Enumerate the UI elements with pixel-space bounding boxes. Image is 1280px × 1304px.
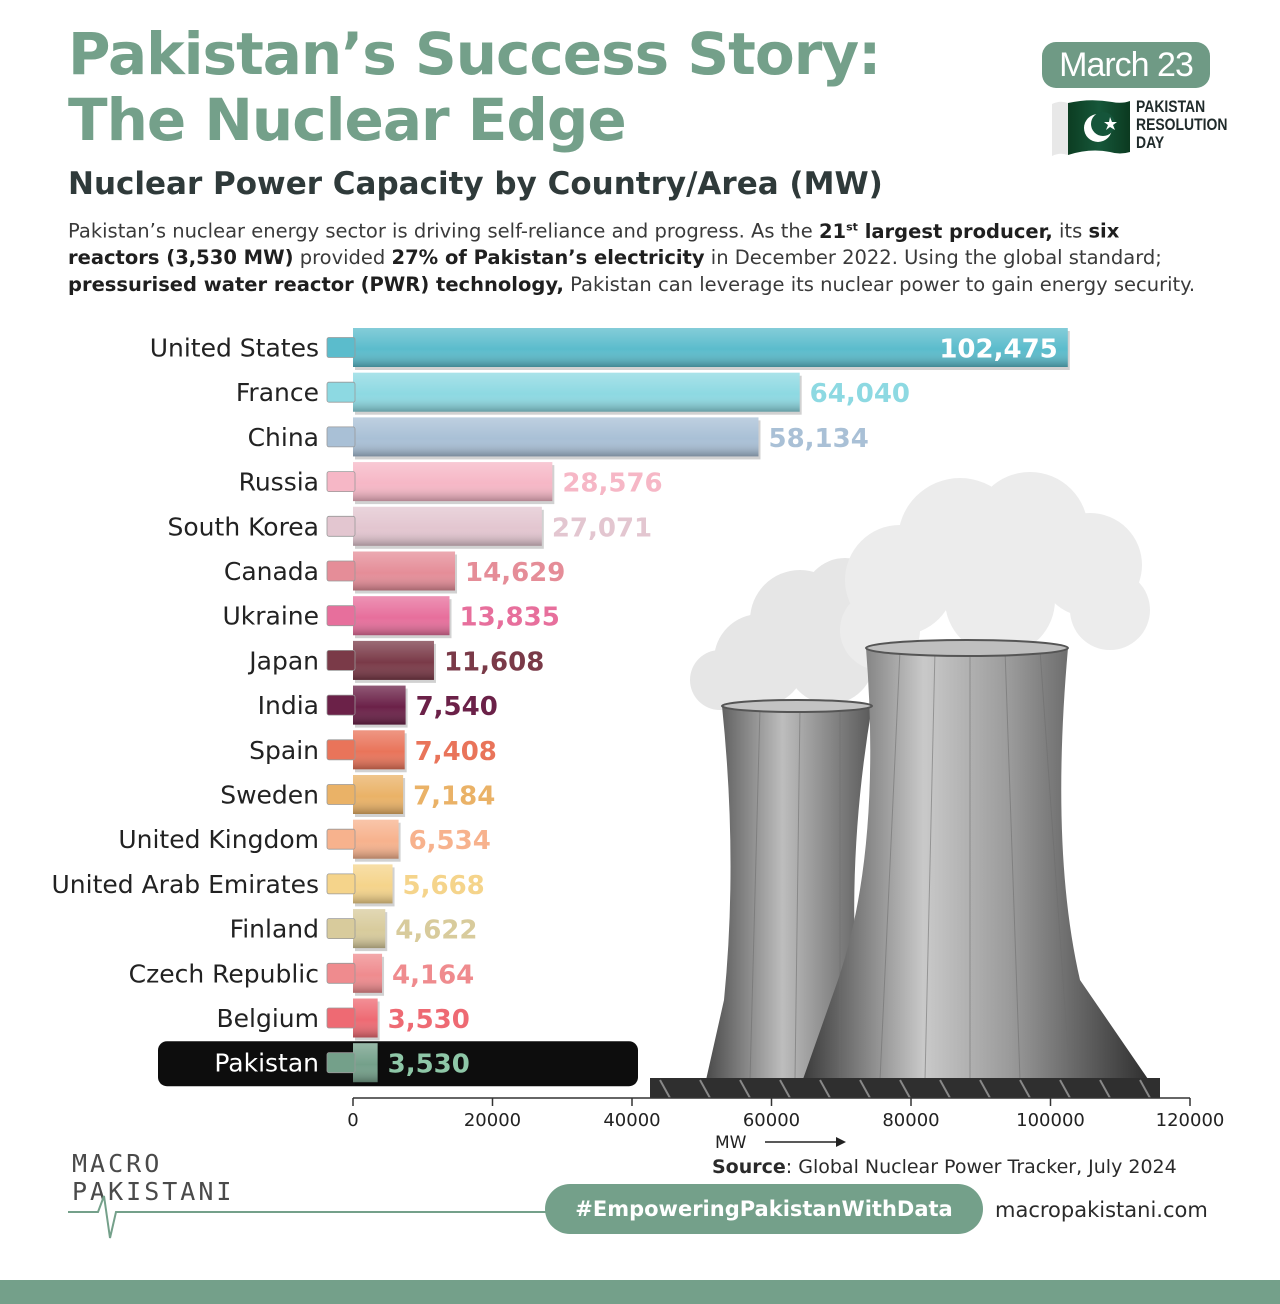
value-label-spain: 7,408 — [414, 736, 497, 767]
flag-icon-united-arab-emirates — [327, 874, 355, 894]
flag-icon-india — [327, 695, 355, 715]
category-label-china: China — [247, 422, 319, 452]
category-label-finland: Finland — [229, 914, 319, 944]
bar-shade-czech-republic — [353, 954, 382, 993]
category-label-czech-republic: Czech Republic — [128, 959, 319, 989]
category-label-japan: Japan — [249, 646, 319, 676]
category-label-russia: Russia — [238, 467, 319, 497]
x-tick-label-120000: 120000 — [1155, 1110, 1225, 1131]
flag-icon-russia — [327, 472, 355, 492]
category-label-pakistan: Pakistan — [214, 1048, 319, 1078]
value-label-united-arab-emirates: 5,668 — [402, 870, 485, 901]
bar-shade-united-arab-emirates — [353, 864, 393, 903]
value-label-south-korea: 27,071 — [551, 513, 653, 544]
flag-icon-ukraine — [327, 606, 355, 626]
march-23-badge: March 23 — [1042, 42, 1210, 88]
x-axis-label: MW — [715, 1133, 747, 1153]
bar-shade-sweden — [353, 775, 403, 814]
category-label-canada: Canada — [223, 557, 319, 586]
bar-shade-united-kingdom — [353, 820, 399, 859]
x-axis-arrow-head — [836, 1137, 846, 1147]
x-tick-label-20000: 20000 — [463, 1110, 522, 1131]
bar-shade-belgium — [353, 999, 378, 1038]
macro-pakistani-logo: MACRO PAKISTANI — [72, 1149, 235, 1206]
bottom-bar — [0, 1280, 1280, 1304]
resolution-day-label: PAKISTAN RESOLUTION DAY — [1136, 97, 1228, 152]
flag-icon-france — [327, 382, 355, 402]
value-label-finland: 4,622 — [395, 915, 478, 946]
bar-shade-canada — [353, 552, 455, 591]
category-label-france: France — [235, 378, 319, 408]
value-label-russia: 28,576 — [562, 468, 663, 499]
source-note: Source: Global Nuclear Power Tracker, July 2024 — [712, 1156, 1177, 1178]
bar-shade-ukraine — [353, 596, 449, 635]
x-tick-label-40000: 40000 — [603, 1110, 661, 1131]
category-label-spain: Spain — [249, 735, 319, 765]
description-paragraph: Pakistan’s nuclear energy sector is driving self-reliance and progress. As the 21st largest producer, its six reactors (3,530 MW) provided 27% of Pakistan’s electricity in December 2022. Using the global standard; pressurised water reactor (PWR) technology, Pakistan can leverage its nuclear power to gain energy security. — [68, 219, 1196, 296]
category-label-india: India — [257, 691, 319, 721]
flag-icon-spain — [327, 740, 355, 760]
logo-heartbeat-line — [68, 1192, 548, 1242]
x-tick-label-60000: 60000 — [742, 1110, 801, 1131]
value-label-canada: 14,629 — [465, 558, 566, 588]
category-label-united-states: United States — [149, 333, 319, 363]
flag-icon-canada — [327, 561, 355, 581]
value-label-france: 64,040 — [809, 379, 911, 410]
value-label-czech-republic: 4,164 — [392, 960, 475, 991]
x-tick-label-0: 0 — [347, 1110, 359, 1131]
value-label-belgium: 3,530 — [387, 1005, 470, 1035]
bar-shade-south-korea — [353, 507, 542, 546]
flag-icon-china — [327, 427, 355, 447]
value-label-japan: 11,608 — [443, 647, 545, 678]
value-label-united-kingdom: 6,534 — [408, 826, 491, 857]
hashtag-pill: #EmpoweringPakistanWithData — [545, 1184, 983, 1234]
category-label-sweden: Sweden — [220, 780, 319, 810]
category-label-united-kingdom: United Kingdom — [118, 825, 319, 855]
category-label-united-arab-emirates: United Arab Emirates — [51, 869, 319, 899]
flag-icon-finland — [327, 919, 355, 939]
x-axis — [347, 1098, 1224, 1153]
flag-icon-sweden — [327, 785, 355, 805]
category-label-belgium: Belgium — [216, 1004, 319, 1033]
flag-icon-japan — [327, 650, 355, 670]
value-label-china: 58,134 — [768, 423, 869, 454]
value-label-ukraine: 13,835 — [459, 602, 560, 633]
flag-icon-belgium — [327, 1008, 355, 1028]
x-tick-label-80000: 80000 — [882, 1110, 940, 1131]
bar-shade-finland — [353, 909, 385, 948]
flag-icon-united-kingdom — [327, 829, 355, 849]
value-label-sweden: 7,184 — [413, 781, 496, 812]
cooling-towers-illustration — [650, 472, 1160, 1098]
category-label-ukraine: Ukraine — [222, 601, 319, 631]
flag-icon-united-states — [327, 338, 355, 358]
bar-shade-japan — [353, 641, 434, 680]
bar-shade-pakistan — [353, 1043, 378, 1082]
value-label-pakistan: 3,530 — [387, 1049, 470, 1080]
flag-icon-pakistan — [327, 1053, 355, 1073]
page-title-line-1: Pakistan’s Success Story: — [68, 20, 881, 88]
website-link[interactable]: macropakistani.com — [995, 1198, 1208, 1222]
x-tick-label-100000: 100000 — [1016, 1110, 1085, 1131]
bar-shade-china — [353, 417, 758, 456]
bar-shade-spain — [353, 730, 405, 769]
chart-title: Nuclear Power Capacity by Country/Area (MW) — [68, 166, 883, 202]
bar-shade-india — [353, 686, 406, 725]
flag-icon-south-korea — [327, 516, 355, 536]
value-label-united-states: 102,475 — [939, 334, 1058, 365]
value-label-india: 7,540 — [415, 692, 498, 723]
bar-shade-france — [353, 373, 800, 412]
flag-icon-czech-republic — [327, 963, 355, 983]
category-label-south-korea: South Korea — [167, 512, 319, 542]
page-title-line-2: The Nuclear Edge — [68, 86, 626, 154]
bar-shade-russia — [353, 462, 552, 501]
